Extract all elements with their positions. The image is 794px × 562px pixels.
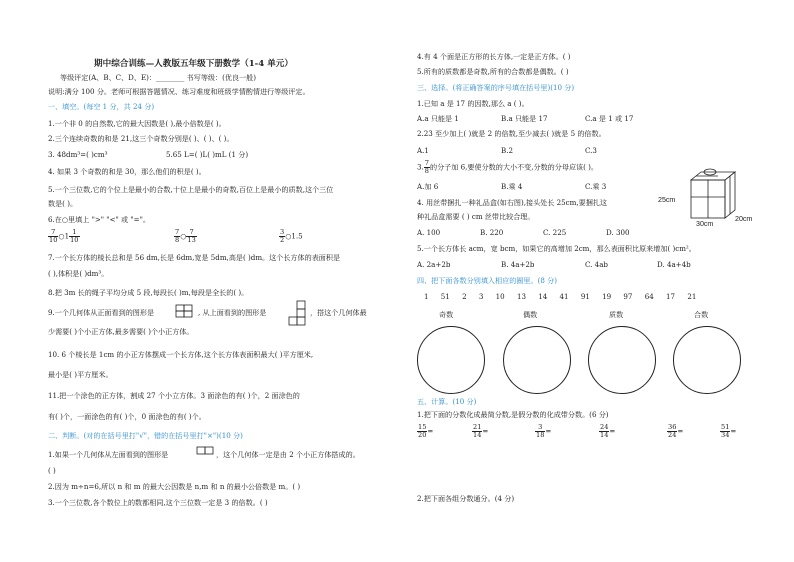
fraction-item: $\frac{3}{18}$ = [536,423,552,439]
judge-2: 2.因为 m÷n=6,所以 n 和 m 的最大公因数是 n,m 和 n 的最小公倍数是 m。( ) [48,482,301,491]
choice-2: 2.23 至少加上( )就是 2 的倍数,至少减去( )就是 5 的倍数。 [417,129,606,138]
choice-2-option-b: B.2 [501,146,513,155]
gift-length-label: 30cm [696,220,714,228]
judge-1c: ( ) [48,466,56,475]
odd-circle[interactable] [417,326,485,394]
choice-1-option-a: A.a 只能是 1 [417,114,459,123]
page-title: 期中综合训练—人教版五年级下册数学（1-4 单元） [94,59,293,69]
choice-5-option-c: C. 4ab [585,260,608,269]
number-item: 10 [495,292,505,301]
choice-4-option-c: C. 225 [543,228,567,237]
fraction-item: $\frac{51}{34}$ = [721,423,737,439]
number-item: 1 [424,292,429,301]
number-item: 14 [538,292,548,301]
number-item: 51 [440,292,450,301]
number-item: 91 [580,292,590,301]
right-column [417,0,757,562]
front-view-figure [175,304,195,318]
question-11a: 11.把一个涂色的正方体，割成 27 个小立方体。3 面涂色的有( )个，2 面涂色的 [48,391,300,400]
question-7b: ( ),体积是( )dm³。 [48,269,109,278]
choice-2-option-c: C.3 [585,146,597,155]
number-item: 41 [559,292,569,301]
section-calculate: 五、计算。(10 分) [417,397,477,406]
left-view-figure [196,446,216,456]
section-choice: 三、选择。(将正确答案的序号填在括号里)(10 分) [417,83,575,92]
compare-item-3: $\frac{3}{2}$ ○1.5 [280,228,303,244]
number-item: 21 [687,292,697,301]
gift-height-label: 25cm [658,196,676,204]
question-8: 8.把 3m 长的绳子平均分成 5 段,每段长( )m,每段是全长的( )。 [48,288,249,297]
question-9b: , 从上面看到的图形是 [198,308,267,317]
question-6: 6.在○里填上 ">" "<" 或 "="。 [48,215,150,224]
number-list [424,292,706,301]
choice-1-option-c: C.a 是 1 或 17 [585,114,634,123]
choice-4-option-a: A. 100 [417,228,441,237]
choice-3-option-c: C.乘 3 [585,182,607,191]
number-item: 2 [462,292,467,301]
fraction-item: $\frac{15}{20}$ = [418,423,434,439]
number-item: 97 [623,292,633,301]
question-7a: 7.一个长方体的棱长总和是 56 dm,长是 6dm,宽是 5dm,高是( )dm。这个长方体的表面积是 [48,253,341,262]
choice-3: 3. $\frac{7}{8}$ 的分子加 6,要使分数的大小不变,分数的分母应该( )。 [417,159,599,175]
instructions: 说明:满分 100 分。老师可根据答题情况、练习难度和班级学情酌情进行等级评定。 [48,87,310,96]
question-4: 4. 如果 3 个奇数的和是 30，那么他们的积是( )。 [48,167,206,176]
question-5b: 数是( )。 [48,199,78,208]
question-5a: 5.一个三位数,它的个位上是最小的合数,十位上是最小的奇数,百位上是最小的质数,这个三位 [48,185,334,194]
number-item: 64 [644,292,654,301]
fraction-item: $\frac{24}{14}$ = [600,423,616,439]
question-10a: 10. 6 个棱长是 1cm 的小正方体摆成一个长方体,这个长方体表面积最大( )平方厘米, [48,350,314,359]
circle-label-prime: 质数 [609,310,624,319]
compare-item-1: $\frac{7}{10}$ ○1 $\frac{1}{10}$ [49,228,79,244]
section-fill-in: 一、填空。(每空 1 分，共 24 分) [48,102,155,111]
gift-width-label: 20cm [735,215,753,223]
judge-1b: ，这个几何体一定是由 2 个小正方体搭成的。 [216,450,360,459]
choice-4-option-d: D. 300 [606,228,630,237]
prime-circle[interactable] [588,326,656,394]
circle-label-even: 偶数 [523,310,538,319]
question-11b: 有( )个，一面涂色的有( )个，0 面涂色的有( )个。 [48,412,206,421]
question-10b: 最小是( )平方厘米。 [48,370,113,379]
judge-1a: 1.如果一个几何体从左面看到的图形是 [48,450,169,459]
grade-line: 等级评定(A、B、C、D、E)：________ 书写等级：(优良一般) [60,73,257,82]
choice-3-option-b: B.乘 4 [501,182,523,191]
choice-4a: 4. 用丝带捆扎一种礼品盒(如右图),接头处长 25cm,要捆扎这 [417,198,608,207]
judge-3: 3.一个三位数,各个数位上的数都相同,这个三位数一定是 3 的倍数。( ) [48,498,268,507]
section-judge: 二、判断。(对的在括号里打"√"，错的在括号里打"×")(10 分) [48,431,243,440]
question-3b: 5.65 L=( )L( )mL (1 分) [166,150,249,159]
choice-5-option-a: A. 2a+2b [417,260,451,269]
composite-circle[interactable] [673,326,741,394]
question-9c: ，搭这个几何体最 [310,308,367,317]
compare-item-2: $\frac{7}{8}$ ○ $\frac{7}{13}$ [175,228,196,244]
left-column [48,0,388,562]
number-item: 13 [516,292,526,301]
section-classify: 四、把下面各数分别填入相应的圈里。(8 分) [417,276,557,285]
calc-2: 2.把下面各组分数通分。(4 分) [417,494,515,503]
choice-5-option-b: B. 4a+2b [501,260,535,269]
question-1: 1.一个非 0 的自然数,它的最大因数是( ),最小倍数是( )。 [48,119,226,128]
choice-4b: 种礼品盒需要 ( ) cm 丝带比较合理。 [417,212,535,221]
number-item: 3 [478,292,484,301]
number-item: 17 [666,292,676,301]
choice-2-option-a: A.1 [417,146,429,155]
circle-label-composite: 合数 [694,310,709,319]
question-3a: 3. 48dm³=( )cm³ [48,150,108,159]
judge-4: 4.有 4 个面是正方形的长方体,一定是正方体。( ) [417,52,571,61]
choice-4-option-b: B. 220 [480,228,504,237]
fraction-item: $\frac{36}{24}$ = [668,423,684,439]
choice-3-option-a: A.加 6 [417,182,439,191]
top-view-figure [288,300,310,332]
choice-1-option-b: B.a 只能是 17 [501,114,548,123]
even-circle[interactable] [503,326,571,394]
calc-1: 1.把下面的分数化成最简分数,是假分数的化成带分数。(6 分) [417,410,609,419]
question-9a: 9.一个几何体从正面看到的图形是 [48,308,155,317]
number-item: 19 [602,292,612,301]
question-2: 2.三个连续奇数的和是 21,这三个奇数分别是( )、( )、( )。 [48,134,234,143]
fraction-item: $\frac{21}{14}$ = [473,423,489,439]
question-9d: 少需要( )个小正方体,最多需要( )个小正方体。 [48,327,194,336]
choice-5-option-d: D. 4a+4b [657,260,691,269]
judge-5: 5.所有的质数都是奇数,所有的合数都是偶数。( ) [417,67,569,76]
choice-1: 1.已知 a 是 17 的因数,那么 a ( )。 [417,99,529,108]
choice-5: 5.一个长方体长 acm，宽 bcm，如果它的高增加 2cm，那么表面积比原来增加( )cm²。 [417,244,696,253]
circle-label-odd: 奇数 [439,310,454,319]
